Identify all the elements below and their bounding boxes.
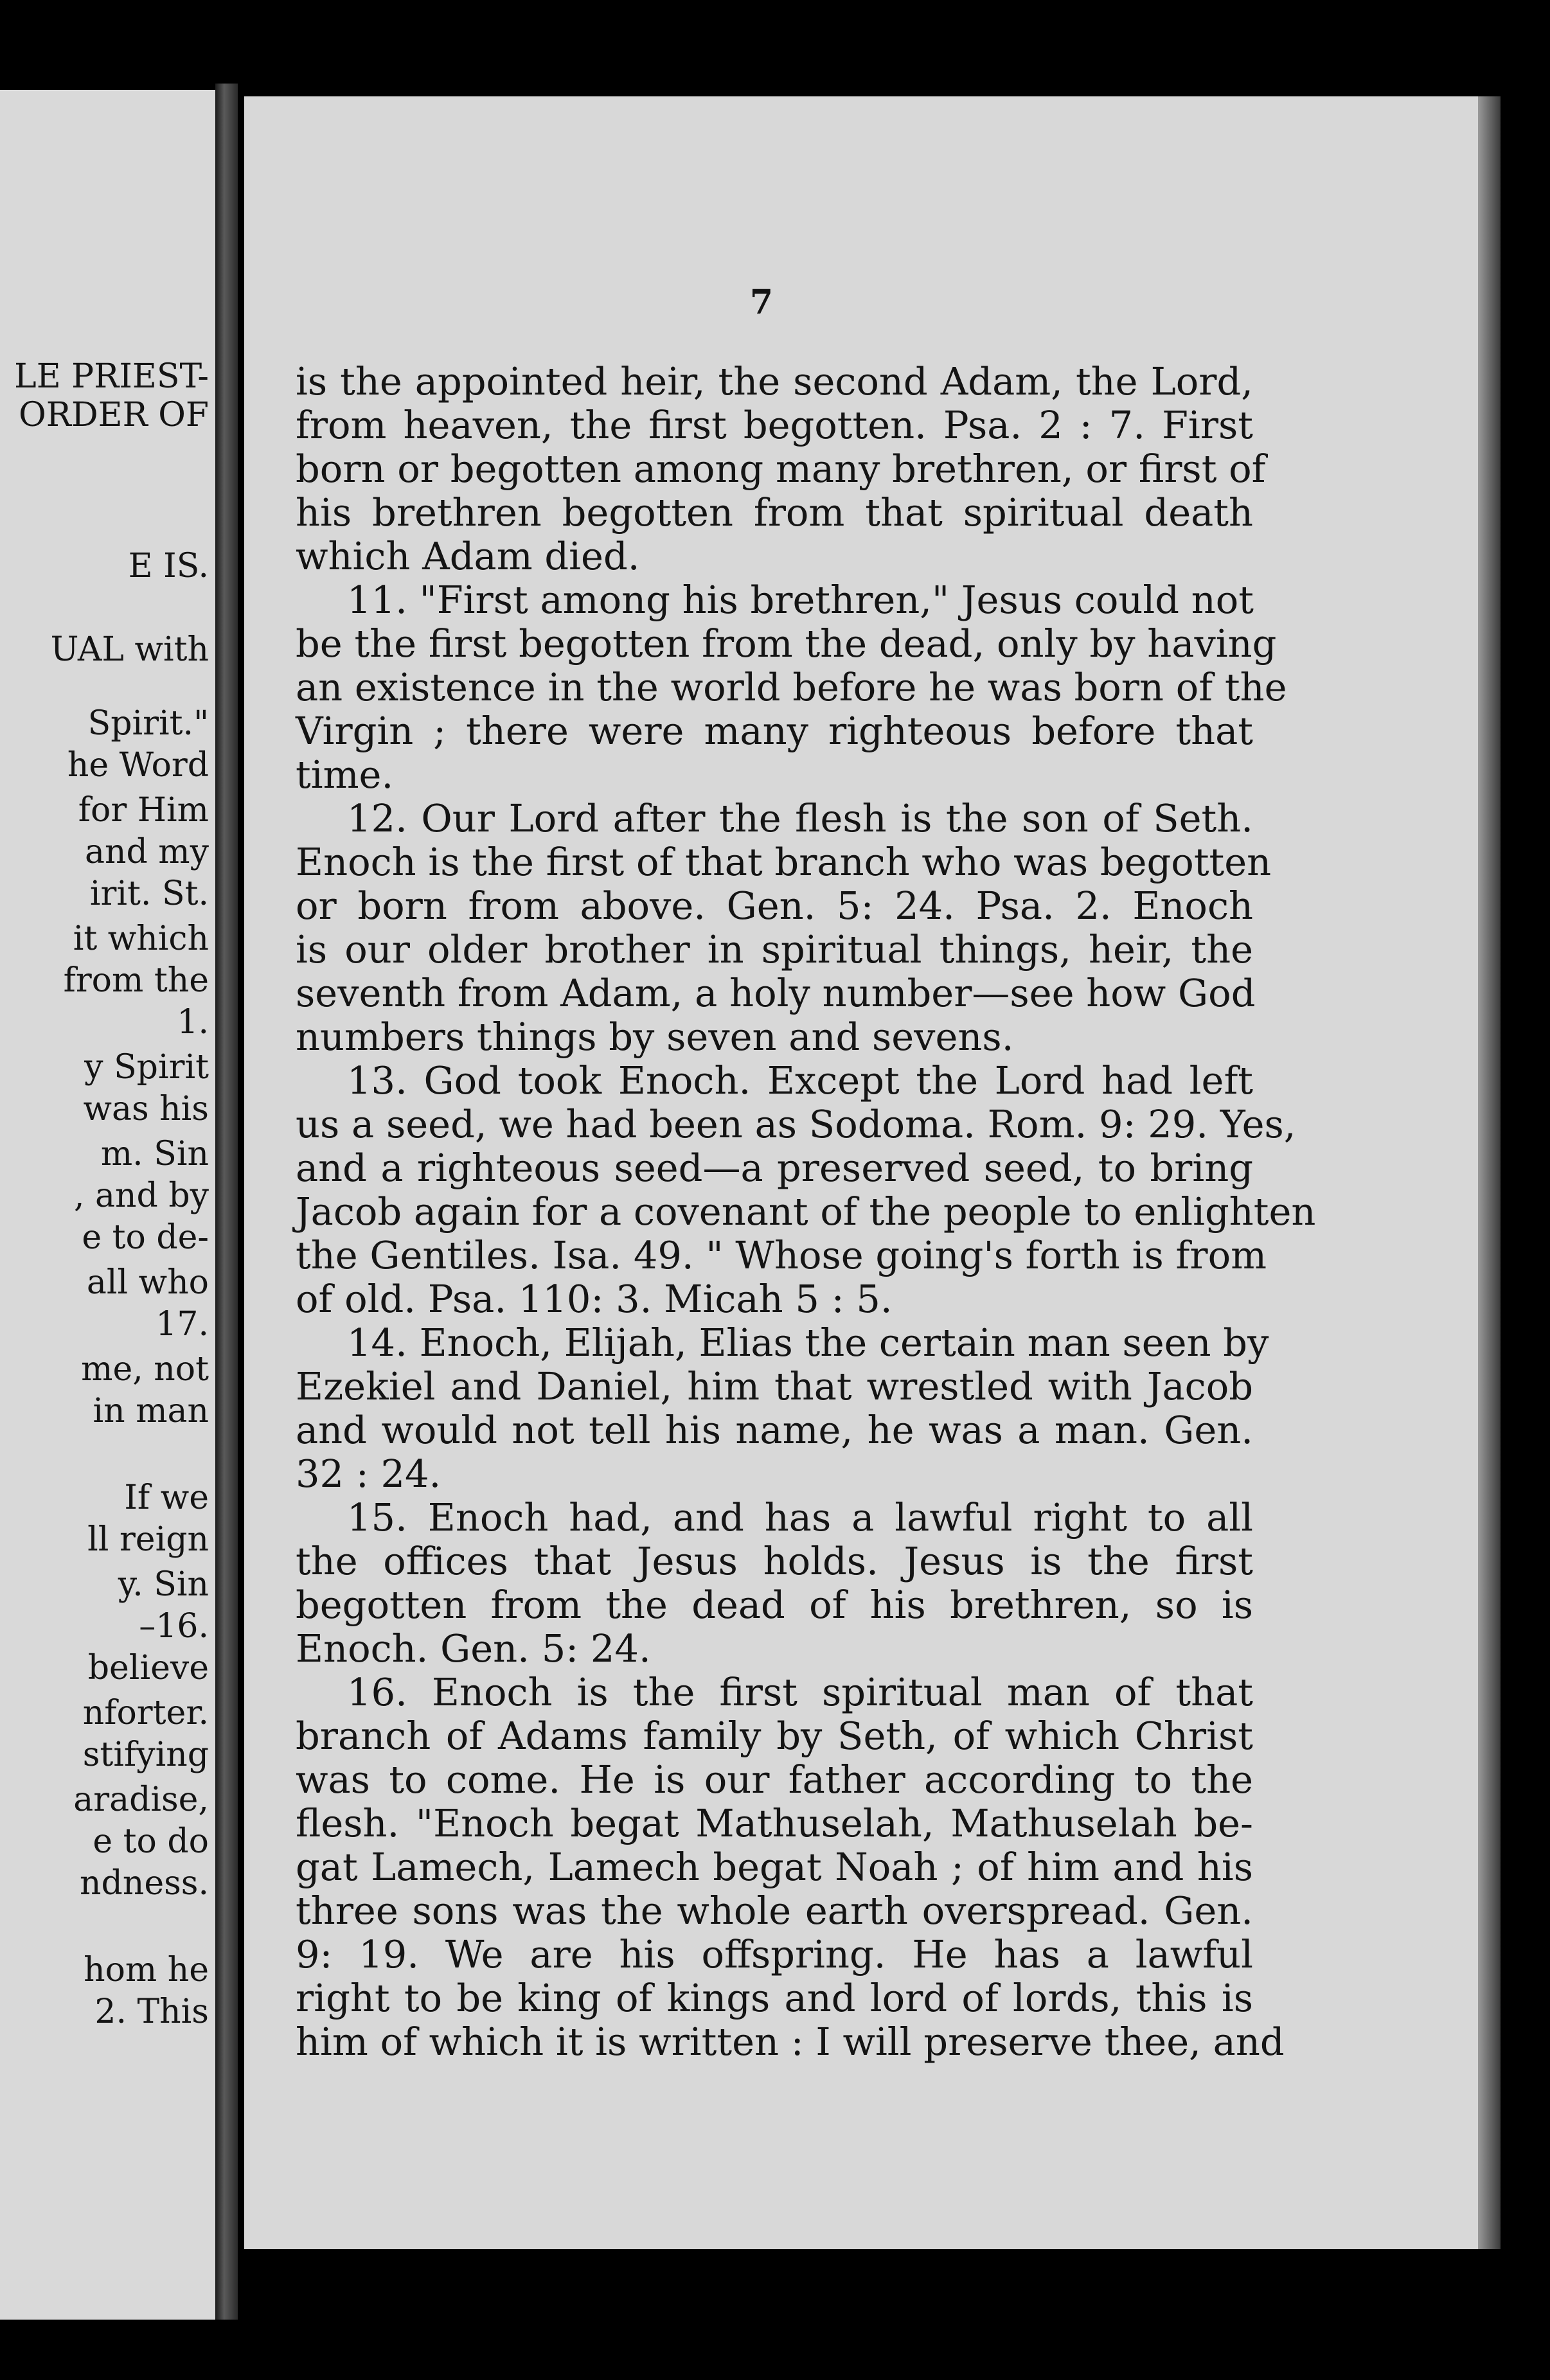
left-page-fragment: 1. [177,1003,209,1042]
left-page-fragment: UAL with [50,630,209,669]
text-line: flesh. "Enoch begat Mathuselah, Mathuselah be- [296,1801,1253,1845]
left-page-fragment: E IS. [128,547,209,585]
left-page-fragment: e to do [93,1822,209,1861]
text-line: 14. Enoch, Elijah, Elias the certain man seen by [347,1320,1269,1365]
left-page-fragment: me, not [81,1350,209,1389]
left-page [0,90,215,2320]
text-line: was to come. He is our father according to the [296,1757,1253,1802]
left-page-fragment: , and by [73,1177,209,1215]
left-page-fragment: was his [83,1090,209,1128]
text-line: from heaven, the first begotten. Psa. 2 : 7. First [296,403,1253,447]
left-page-fragment: LE PRIEST- [14,357,209,396]
text-line: us a seed, we had been as Sodoma. Rom. 9: 29. Yes, [296,1102,1296,1146]
left-page-fragment: ll reign [87,1520,209,1559]
left-page-fragment: irit. St. [89,875,209,913]
left-page-fragment: all who [86,1263,209,1302]
left-page-fragment: and my [85,833,209,871]
text-line: which Adam died. [296,534,640,578]
text-line: born or begotten among many brethren, or first of [296,447,1266,491]
text-line: and would not tell his name, he was a man. Gen. [296,1408,1253,1452]
text-line: Jacob again for a covenant of the people to enlighten [296,1189,1316,1234]
text-line: 11. "First among his brethren," Jesus could not [347,578,1254,622]
text-line: is our older brother in spiritual things, heir, the [296,927,1253,972]
text-line: the offices that Jesus holds. Jesus is the first [296,1539,1253,1583]
text-line: 15. Enoch had, and has a lawful right to all [347,1495,1253,1540]
text-line: begotten from the dead of his brethren, so is [296,1583,1253,1627]
left-page-fragment: in man [93,1392,209,1430]
left-page-fragment: he Word [67,746,209,785]
left-page-fragment: aradise, [73,1781,209,1819]
left-page-fragment: y. Sin [118,1565,209,1604]
page-edge [1478,96,1501,2249]
text-line: time. [296,752,394,797]
left-page-fragment: 2. This [94,1993,209,2031]
text-line: his brethren begotten from that spiritual death [296,490,1253,535]
text-line: 13. God took Enoch. Except the Lord had left [347,1058,1253,1103]
left-page-fragment: e to de- [82,1218,209,1257]
left-page-fragment: m. Sin [100,1135,209,1173]
text-line: be the first begotten from the dead, only by having [296,621,1277,666]
text-line: him of which it is written : I will preserve thee, and [296,2020,1285,2064]
left-page-fragment: ndness. [80,1864,209,1903]
text-line: right to be king of kings and lord of lords, this is [296,1976,1253,2020]
text-line: 16. Enoch is the first spiritual man of that [347,1670,1253,1714]
left-page-fragment: for Him [78,791,209,830]
text-line: the Gentiles. Isa. 49. " Whose going's forth is from [296,1233,1267,1277]
book-spine [215,84,238,2320]
text-line: an existence in the world before he was born of the [296,665,1287,709]
text-line: 32 : 24. [296,1452,441,1496]
text-line: branch of Adams family by Seth, of which Christ [296,1714,1253,1758]
left-page-fragment: from the [63,961,209,1000]
body-text [296,359,1316,2064]
left-page-fragment: ORDER OF [19,396,209,434]
left-page-fragment: 17. [156,1305,209,1344]
left-page-fragment: Spirit." [87,704,209,743]
text-line: Enoch is the first of that branch who was begotten [296,840,1272,884]
text-line: 12. Our Lord after the flesh is the son of Seth. [347,796,1253,840]
text-line: Enoch. Gen. 5: 24. [296,1626,651,1671]
text-line: Virgin ; there were many righteous before that [296,709,1253,753]
left-page-fragment: believe [87,1649,209,1687]
text-line: seventh from Adam, a holy number—see how God [296,971,1256,1015]
left-page-fragment: it which [73,919,209,958]
text-line: and a righteous seed—a preserved seed, to bring [296,1146,1253,1190]
left-page-fragment: hom he [84,1951,209,1989]
left-page-fragment: nforter. [82,1694,209,1732]
left-page-fragment: y Spirit [84,1048,209,1087]
page-number: 7 [749,283,774,322]
text-line: numbers things by seven and sevens. [296,1015,1014,1059]
text-line: or born from above. Gen. 5: 24. Psa. 2. Enoch [296,884,1253,928]
text-line: is the appointed heir, the second Adam, the Lord, [296,359,1253,404]
left-page-fragment: stifying [82,1736,209,1774]
left-page-fragment: –16. [139,1607,209,1646]
text-line: 9: 19. We are his offspring. He has a lawful [296,1932,1253,1976]
text-line: gat Lamech, Lamech begat Noah ; of him and his [296,1845,1253,1889]
text-line: three sons was the whole earth overspread. Gen. [296,1888,1253,1933]
text-line: of old. Psa. 110: 3. Micah 5 : 5. [296,1277,893,1321]
text-line: Ezekiel and Daniel, him that wrestled with Jacob [296,1364,1253,1408]
left-page-fragment: If we [124,1479,209,1517]
